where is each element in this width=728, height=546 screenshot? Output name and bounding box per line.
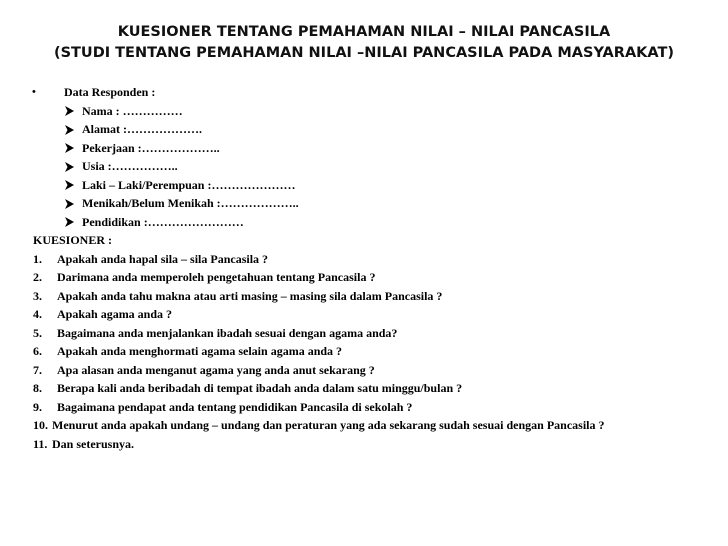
question-text: Bagaimana pendapat anda tentang pendidikan Pancasila di sekolah ? [57, 399, 413, 414]
question-text: Menurut anda apakah undang – undang dan peraturan yang ada sekarang sudah sesuai dengan Pancasila ? [52, 418, 605, 432]
respondent-field [0, 121, 720, 138]
question-text: Apa alasan anda menganut agama yang anda anut sekarang ? [57, 362, 375, 377]
respondent-field [0, 214, 720, 231]
question-number: 5. [33, 325, 42, 340]
question-item [0, 325, 720, 342]
question-text: Apakah anda hapal sila – sila Pancasila ? [57, 251, 269, 266]
question-text: Apakah anda menghormati agama selain agama anda ? [57, 344, 343, 358]
field-occupation: Pekerjaan :……………….. [82, 140, 220, 155]
arrowhead-bullet-icon [64, 177, 76, 194]
bullet-icon: • [32, 86, 36, 98]
question-number: 7. [33, 362, 42, 377]
field-gender: Laki – Laki/Perempuan :………………… [82, 177, 296, 192]
question-item [0, 417, 720, 434]
question-number: 4. [33, 307, 42, 321]
question-item [0, 362, 720, 379]
respondent-field [0, 140, 720, 157]
document-title [0, 22, 728, 64]
question-number: 9. [33, 399, 42, 414]
questions-heading: KUESIONER : [33, 233, 113, 247]
field-education: Pendidikan :…………………… [82, 214, 244, 229]
respondent-field [0, 195, 720, 212]
respondent-field [0, 103, 720, 120]
question-text: Darimana anda memperoleh pengetahuan tentang Pancasila ? [57, 270, 376, 284]
title-line-1: KUESIONER TENTANG PEMAHAMAN NILAI – NILAI PANCASILA [117, 24, 611, 40]
question-number: 10. [33, 418, 48, 432]
field-marital-status: Menikah/Belum Menikah :……………….. [82, 196, 299, 210]
question-item [0, 380, 720, 397]
question-item [0, 251, 720, 268]
arrowhead-bullet-icon [64, 158, 76, 175]
respondent-label: Data Responden : [64, 85, 156, 99]
question-number: 11. [33, 436, 48, 451]
question-item [0, 399, 720, 416]
question-number: 6. [33, 344, 42, 358]
arrowhead-bullet-icon [64, 103, 76, 120]
field-name: Nama : …………… [82, 103, 183, 118]
question-number: 3. [33, 288, 42, 303]
respondent-header [0, 84, 720, 101]
arrowhead-bullet-icon [64, 214, 76, 231]
question-text: Apakah anda tahu makna atau arti masing – masing sila dalam Pancasila ? [57, 288, 443, 303]
arrowhead-bullet-icon [64, 195, 76, 212]
question-number: 1. [33, 251, 42, 266]
question-text: Apakah agama anda ? [57, 307, 173, 321]
arrowhead-bullet-icon [64, 121, 76, 138]
question-number: 8. [33, 381, 42, 395]
question-text: Dan seterusnya. [52, 436, 135, 451]
respondent-field [0, 177, 720, 194]
arrowhead-bullet-icon [64, 140, 76, 157]
question-text: Bagaimana anda menjalankan ibadah sesuai dengan agama anda? [57, 325, 398, 340]
respondent-field [0, 158, 720, 175]
field-age: Usia :…………….. [82, 159, 178, 173]
question-item [0, 288, 720, 305]
question-item [0, 343, 720, 360]
question-item [0, 306, 720, 323]
question-item [0, 269, 720, 286]
title-line-2: (STUDI TENTANG PEMAHAMAN NILAI –NILAI PANCASILA PADA MASYARAKAT) [53, 45, 675, 61]
question-item [0, 436, 720, 453]
question-text: Berapa kali anda beribadah di tempat ibadah anda dalam satu minggu/bulan ? [57, 381, 463, 395]
question-number: 2. [33, 270, 42, 284]
field-address: Alamat :………………. [82, 122, 202, 136]
